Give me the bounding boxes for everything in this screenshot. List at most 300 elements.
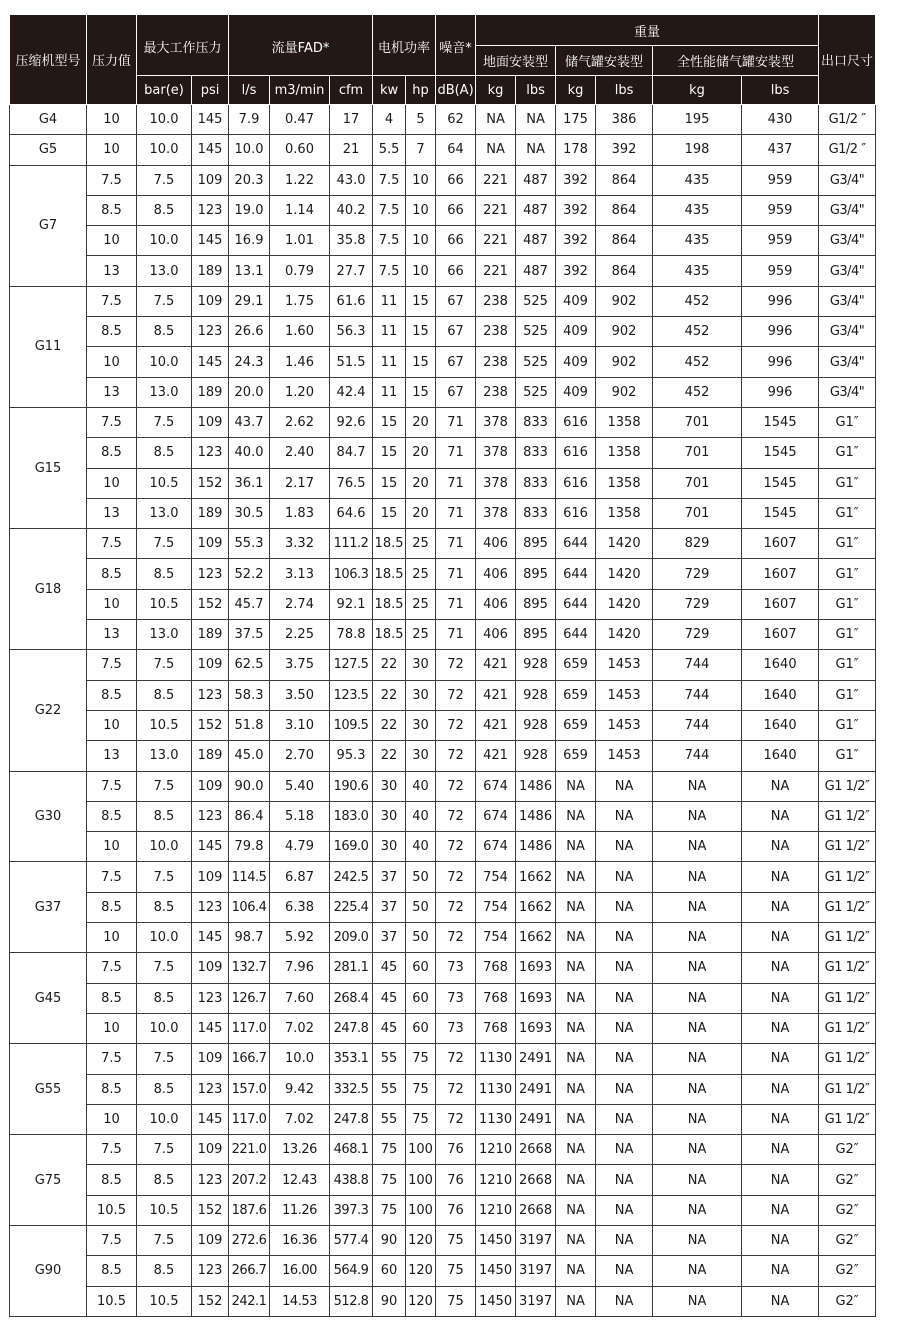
table-cell: G1 1/2″	[819, 953, 876, 983]
table-cell: 8.5	[87, 1256, 137, 1286]
table-cell: 1693	[516, 983, 556, 1013]
table-cell: G3/4"	[819, 226, 876, 256]
table-cell: G1″	[819, 710, 876, 740]
table-cell: 525	[516, 377, 556, 407]
table-cell: 928	[516, 650, 556, 680]
header-weight: 重量	[476, 15, 819, 46]
table-cell: 7.5	[87, 953, 137, 983]
table-cell: 71	[436, 407, 476, 437]
table-cell: 16.9	[229, 226, 270, 256]
table-cell: 75	[373, 1135, 406, 1165]
table-cell: 7.5	[87, 1044, 137, 1074]
table-cell: 109	[192, 862, 229, 892]
table-cell: 1607	[742, 559, 819, 589]
table-cell: 406	[476, 589, 516, 619]
table-cell: 127.5	[330, 650, 373, 680]
table-cell: 72	[436, 1044, 476, 1074]
table-cell: 238	[476, 377, 516, 407]
table-cell: 60	[373, 1256, 406, 1286]
table-cell: 430	[742, 105, 819, 135]
header-tank-mount: 储气罐安装型	[556, 46, 653, 76]
table-cell: 1450	[476, 1256, 516, 1286]
table-cell: 659	[556, 741, 596, 771]
table-cell: NA	[653, 1013, 742, 1043]
table-cell: 1358	[596, 468, 653, 498]
table-cell: 10	[87, 589, 137, 619]
table-cell: 16.36	[270, 1225, 330, 1255]
table-cell: 8.5	[87, 1074, 137, 1104]
table-cell: 378	[476, 468, 516, 498]
table-cell: 98.7	[229, 923, 270, 953]
table-cell: 13.26	[270, 1135, 330, 1165]
table-cell: 1.60	[270, 317, 330, 347]
table-cell: 421	[476, 650, 516, 680]
table-cell: NA	[556, 771, 596, 801]
table-cell: NA	[742, 832, 819, 862]
table-cell: 1450	[476, 1286, 516, 1316]
table-cell: 50	[406, 862, 436, 892]
table-cell: 435	[653, 256, 742, 286]
table-cell: 37	[373, 923, 406, 953]
table-cell: 928	[516, 710, 556, 740]
table-cell: 30.5	[229, 498, 270, 528]
table-cell: 10.0	[137, 135, 192, 165]
table-cell: G1″	[819, 589, 876, 619]
table-cell: 189	[192, 256, 229, 286]
table-cell: 1545	[742, 438, 819, 468]
table-row	[10, 801, 876, 831]
table-cell: 247.8	[330, 1013, 373, 1043]
table-cell: 833	[516, 407, 556, 437]
table-cell: 37	[373, 862, 406, 892]
table-cell: 701	[653, 468, 742, 498]
table-cell: 62	[436, 105, 476, 135]
table-cell: 701	[653, 438, 742, 468]
table-cell: 58.3	[229, 680, 270, 710]
table-cell: 744	[653, 710, 742, 740]
table-cell: 62.5	[229, 650, 270, 680]
table-cell: NA	[653, 1256, 742, 1286]
table-cell: 60	[406, 1013, 436, 1043]
table-cell: 13.1	[229, 256, 270, 286]
model-cell: G90	[10, 1225, 87, 1316]
table-cell: 22	[373, 741, 406, 771]
table-cell: 72	[436, 801, 476, 831]
table-cell: 13.0	[137, 498, 192, 528]
table-cell: NA	[556, 953, 596, 983]
table-cell: 86.4	[229, 801, 270, 831]
header-fad: 流量FAD*	[229, 15, 373, 76]
table-cell: NA	[516, 105, 556, 135]
table-cell: 4.79	[270, 832, 330, 862]
table-cell: 76	[436, 1165, 476, 1195]
table-cell: 8.5	[87, 195, 137, 225]
table-cell: 392	[596, 135, 653, 165]
table-cell: 438.8	[330, 1165, 373, 1195]
table-cell: 52.2	[229, 559, 270, 589]
table-cell: 397.3	[330, 1195, 373, 1225]
table-cell: 242.5	[330, 862, 373, 892]
table-cell: 72	[436, 771, 476, 801]
table-cell: 644	[556, 589, 596, 619]
table-cell: NA	[556, 1256, 596, 1286]
table-row	[10, 135, 876, 165]
table-cell: 1.22	[270, 165, 330, 195]
table-cell: 5.18	[270, 801, 330, 831]
table-cell: 72	[436, 923, 476, 953]
table-cell: 71	[436, 559, 476, 589]
table-cell: 37.5	[229, 620, 270, 650]
table-cell: 644	[556, 620, 596, 650]
table-row	[10, 892, 876, 922]
table-cell: G3/4"	[819, 256, 876, 286]
table-cell: 452	[653, 347, 742, 377]
table-cell: 40	[406, 801, 436, 831]
table-cell: 178	[556, 135, 596, 165]
table-cell: 109	[192, 771, 229, 801]
table-cell: 30	[373, 771, 406, 801]
table-cell: NA	[556, 1104, 596, 1134]
table-cell: NA	[742, 1195, 819, 1225]
table-row	[10, 226, 876, 256]
table-cell: 10	[87, 226, 137, 256]
table-cell: 1640	[742, 680, 819, 710]
table-cell: 100	[406, 1165, 436, 1195]
table-cell: 72	[436, 680, 476, 710]
table-cell: 123	[192, 438, 229, 468]
table-row	[10, 1256, 876, 1286]
table-cell: 25	[406, 589, 436, 619]
table-cell: 123	[192, 1256, 229, 1286]
table-cell: 386	[596, 105, 653, 135]
table-row	[10, 680, 876, 710]
header-max-work-pressure: 最大工作压力	[137, 15, 229, 76]
table-cell: 8.5	[87, 680, 137, 710]
table-cell: 126.7	[229, 983, 270, 1013]
table-cell: 4	[373, 105, 406, 135]
table-cell: 833	[516, 468, 556, 498]
table-cell: NA	[556, 1286, 596, 1316]
table-row	[10, 1286, 876, 1316]
table-cell: 120	[406, 1286, 436, 1316]
table-cell: 10	[406, 165, 436, 195]
table-cell: 2.74	[270, 589, 330, 619]
unit-row	[10, 76, 876, 105]
table-cell: 15	[373, 498, 406, 528]
table-cell: 895	[516, 559, 556, 589]
table-cell: G3/4"	[819, 317, 876, 347]
table-cell: 10.0	[137, 923, 192, 953]
table-row	[10, 559, 876, 589]
table-cell: 729	[653, 589, 742, 619]
table-cell: G1 1/2″	[819, 923, 876, 953]
table-cell: G1″	[819, 468, 876, 498]
table-cell: 0.79	[270, 256, 330, 286]
table-cell: 45	[373, 1013, 406, 1043]
table-row	[10, 498, 876, 528]
table-cell: 22	[373, 650, 406, 680]
table-cell: 100	[406, 1195, 436, 1225]
table-cell: 996	[742, 377, 819, 407]
table-cell: 8.5	[87, 438, 137, 468]
table-cell: 2491	[516, 1074, 556, 1104]
table-cell: 902	[596, 317, 653, 347]
table-cell: 421	[476, 710, 516, 740]
table-cell: 109	[192, 407, 229, 437]
table-cell: 20	[406, 498, 436, 528]
table-cell: NA	[742, 892, 819, 922]
table-cell: 1453	[596, 680, 653, 710]
table-cell: 674	[476, 832, 516, 862]
table-cell: 71	[436, 529, 476, 559]
table-cell: 51.5	[330, 347, 373, 377]
table-cell: 123.5	[330, 680, 373, 710]
table-cell: 2.70	[270, 741, 330, 771]
table-cell: 24.3	[229, 347, 270, 377]
table-cell: 10	[406, 256, 436, 286]
table-cell: 79.8	[229, 832, 270, 862]
table-cell: NA	[742, 1013, 819, 1043]
table-cell: 13	[87, 256, 137, 286]
table-cell: 72	[436, 832, 476, 862]
table-cell: 895	[516, 620, 556, 650]
table-row	[10, 710, 876, 740]
table-cell: 10	[87, 832, 137, 862]
table-row	[10, 1013, 876, 1043]
table-cell: 72	[436, 650, 476, 680]
table-cell: G2″	[819, 1286, 876, 1316]
table-cell: 75	[436, 1256, 476, 1286]
table-cell: NA	[516, 135, 556, 165]
table-cell: 378	[476, 407, 516, 437]
table-cell: 71	[436, 589, 476, 619]
table-cell: 616	[556, 407, 596, 437]
table-cell: 22	[373, 680, 406, 710]
table-cell: 406	[476, 620, 516, 650]
unit-header: kg	[476, 76, 516, 105]
table-cell: 221	[476, 195, 516, 225]
table-cell: NA	[596, 832, 653, 862]
table-cell: 111.2	[330, 529, 373, 559]
table-row	[10, 1104, 876, 1134]
table-cell: 40.2	[330, 195, 373, 225]
table-cell: 238	[476, 347, 516, 377]
table-cell: 10	[87, 1013, 137, 1043]
table-cell: 959	[742, 195, 819, 225]
table-cell: 1.46	[270, 347, 330, 377]
table-row	[10, 650, 876, 680]
table-cell: NA	[653, 1165, 742, 1195]
table-cell: 40.0	[229, 438, 270, 468]
table-cell: NA	[742, 923, 819, 953]
table-cell: 73	[436, 1013, 476, 1043]
table-cell: 2491	[516, 1104, 556, 1134]
table-cell: 71	[436, 438, 476, 468]
table-cell: 928	[516, 741, 556, 771]
table-cell: 145	[192, 1013, 229, 1043]
table-cell: 20	[406, 468, 436, 498]
table-cell: 71	[436, 620, 476, 650]
model-cell: G18	[10, 529, 87, 650]
table-cell: 7.5	[137, 1135, 192, 1165]
table-row	[10, 741, 876, 771]
table-cell: 145	[192, 923, 229, 953]
table-cell: 487	[516, 165, 556, 195]
table-cell: NA	[476, 105, 516, 135]
table-cell: 392	[556, 256, 596, 286]
table-cell: 487	[516, 256, 556, 286]
table-cell: 7.5	[137, 407, 192, 437]
table-cell: 123	[192, 892, 229, 922]
table-cell: 435	[653, 165, 742, 195]
table-cell: 1130	[476, 1104, 516, 1134]
table-cell: 145	[192, 347, 229, 377]
table-cell: 3.32	[270, 529, 330, 559]
table-cell: 272.6	[229, 1225, 270, 1255]
table-cell: 7.9	[229, 105, 270, 135]
table-cell: NA	[742, 1044, 819, 1074]
table-cell: 452	[653, 317, 742, 347]
table-cell: 10	[87, 923, 137, 953]
table-cell: 1486	[516, 771, 556, 801]
table-cell: 7.5	[137, 1044, 192, 1074]
table-cell: G1″	[819, 559, 876, 589]
table-cell: 10.5	[137, 589, 192, 619]
table-cell: 1662	[516, 892, 556, 922]
table-cell: 66	[436, 165, 476, 195]
table-cell: 55	[373, 1044, 406, 1074]
table-cell: 13.0	[137, 620, 192, 650]
table-cell: NA	[742, 771, 819, 801]
table-cell: 577.4	[330, 1225, 373, 1255]
unit-header: lbs	[516, 76, 556, 105]
table-cell: 109	[192, 953, 229, 983]
table-cell: 378	[476, 498, 516, 528]
table-cell: 109	[192, 650, 229, 680]
table-cell: 421	[476, 741, 516, 771]
table-cell: 15	[373, 438, 406, 468]
table-cell: 864	[596, 256, 653, 286]
table-cell: 268.4	[330, 983, 373, 1013]
table-cell: 996	[742, 317, 819, 347]
table-cell: 10.5	[137, 1195, 192, 1225]
table-cell: 189	[192, 620, 229, 650]
table-cell: 76	[436, 1195, 476, 1225]
table-cell: 152	[192, 589, 229, 619]
table-cell: 152	[192, 1286, 229, 1316]
table-cell: G1/2 ″	[819, 105, 876, 135]
table-cell: 90	[373, 1225, 406, 1255]
table-cell: 959	[742, 165, 819, 195]
table-cell: 37	[373, 892, 406, 922]
table-cell: 30	[373, 832, 406, 862]
table-cell: 1693	[516, 953, 556, 983]
table-cell: 72	[436, 1074, 476, 1104]
table-cell: G1″	[819, 741, 876, 771]
table-cell: G1 1/2″	[819, 1013, 876, 1043]
table-row	[10, 407, 876, 437]
table-cell: 84.7	[330, 438, 373, 468]
table-cell: 959	[742, 256, 819, 286]
table-cell: NA	[476, 135, 516, 165]
table-cell: 109	[192, 1225, 229, 1255]
table-cell: 20	[406, 438, 436, 468]
table-cell: 117.0	[229, 1013, 270, 1043]
table-cell: NA	[556, 983, 596, 1013]
table-cell: 225.4	[330, 892, 373, 922]
table-cell: 7.5	[87, 650, 137, 680]
table-cell: 75	[406, 1104, 436, 1134]
table-cell: NA	[742, 862, 819, 892]
table-cell: 1453	[596, 741, 653, 771]
table-cell: 378	[476, 438, 516, 468]
unit-header: l/s	[229, 76, 270, 105]
table-cell: 50	[406, 923, 436, 953]
table-cell: 72	[436, 862, 476, 892]
table-cell: 2668	[516, 1135, 556, 1165]
table-cell: NA	[596, 801, 653, 831]
table-cell: 71	[436, 468, 476, 498]
table-cell: 72	[436, 710, 476, 740]
table-cell: NA	[653, 1044, 742, 1074]
table-cell: 1420	[596, 559, 653, 589]
table-cell: G2″	[819, 1225, 876, 1255]
table-cell: G3/4"	[819, 286, 876, 316]
table-cell: NA	[596, 1165, 653, 1195]
table-cell: 7.02	[270, 1013, 330, 1043]
model-cell: G15	[10, 407, 87, 528]
table-cell: 5.92	[270, 923, 330, 953]
table-row	[10, 468, 876, 498]
table-cell: NA	[742, 1104, 819, 1134]
table-cell: 2.17	[270, 468, 330, 498]
table-cell: 10.5	[137, 710, 192, 740]
table-cell: 1607	[742, 589, 819, 619]
table-cell: 1607	[742, 620, 819, 650]
table-cell: 5.5	[373, 135, 406, 165]
table-cell: 281.1	[330, 953, 373, 983]
table-cell: 1453	[596, 650, 653, 680]
model-cell: G5	[10, 135, 87, 165]
table-cell: NA	[653, 862, 742, 892]
table-cell: 1545	[742, 498, 819, 528]
model-cell: G22	[10, 650, 87, 771]
table-cell: NA	[653, 1286, 742, 1316]
table-cell: 3.10	[270, 710, 330, 740]
table-cell: 1.14	[270, 195, 330, 225]
table-cell: 902	[596, 377, 653, 407]
table-cell: 221	[476, 256, 516, 286]
table-cell: 996	[742, 347, 819, 377]
table-cell: 452	[653, 286, 742, 316]
table-cell: NA	[556, 923, 596, 953]
table-cell: 189	[192, 377, 229, 407]
table-cell: NA	[653, 892, 742, 922]
table-cell: NA	[653, 983, 742, 1013]
table-cell: 1210	[476, 1165, 516, 1195]
table-cell: 189	[192, 498, 229, 528]
table-cell: 435	[653, 226, 742, 256]
table-cell: 7.5	[87, 1225, 137, 1255]
table-cell: 100	[406, 1135, 436, 1165]
table-cell: NA	[556, 1013, 596, 1043]
table-cell: 1420	[596, 589, 653, 619]
table-cell: 754	[476, 892, 516, 922]
table-cell: 768	[476, 1013, 516, 1043]
table-cell: NA	[742, 1074, 819, 1104]
header-full-tank-mount: 全性能储气罐安装型	[653, 46, 819, 76]
table-cell: 13.0	[137, 377, 192, 407]
